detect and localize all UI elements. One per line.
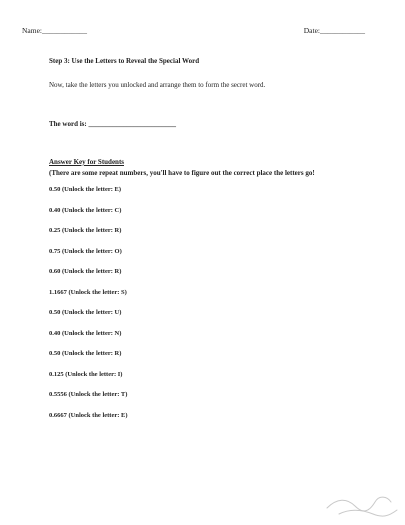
answer-item: 0.75 (Unlock the letter: O): [49, 247, 122, 255]
answer-item: 0.60 (Unlock the letter: R): [49, 268, 122, 275]
answer-item: 0.50 (Unlock the letter: E): [49, 186, 122, 193]
date-field-label: Date:____________: [303, 26, 365, 35]
answer-item: 0.50 (Unlock the letter: R): [49, 350, 122, 357]
answer-item: 0.5556 (Unlock the letter: T): [49, 391, 128, 398]
answer-key-list: [49, 186, 128, 432]
answer-item: 1.1667 (Unlock the letter: S): [49, 288, 127, 296]
answer-item: 0.6667 (Unlock the letter: E): [49, 411, 128, 419]
answer-item: 0.50 (Unlock the letter: U): [49, 309, 122, 316]
header-row: [22, 26, 365, 35]
decorative-swash-icon: [325, 490, 400, 518]
answer-key-note: (There are some repeat numbers, you'll have to figure out the correct place the letters go!: [49, 169, 315, 177]
step-title: Step 3: Use the Letters to Reveal the Special Word: [49, 57, 200, 65]
answer-item: 0.125 (Unlock the letter: I): [49, 370, 123, 378]
answer-key-title: Answer Key for Students: [49, 158, 124, 166]
secret-word-line: The word is: _________________________: [49, 120, 176, 128]
swash-stroke: [339, 510, 397, 516]
name-field-label: Name:____________: [22, 26, 87, 35]
answer-item: 0.25 (Unlock the letter: R): [49, 227, 122, 234]
swash-stroke: [327, 497, 391, 511]
answer-item: 0.40 (Unlock the letter: C): [49, 206, 122, 214]
instructions-text: Now, take the letters you unlocked and arrange them to form the secret word.: [49, 81, 266, 89]
answer-item: 0.40 (Unlock the letter: N): [49, 329, 122, 337]
